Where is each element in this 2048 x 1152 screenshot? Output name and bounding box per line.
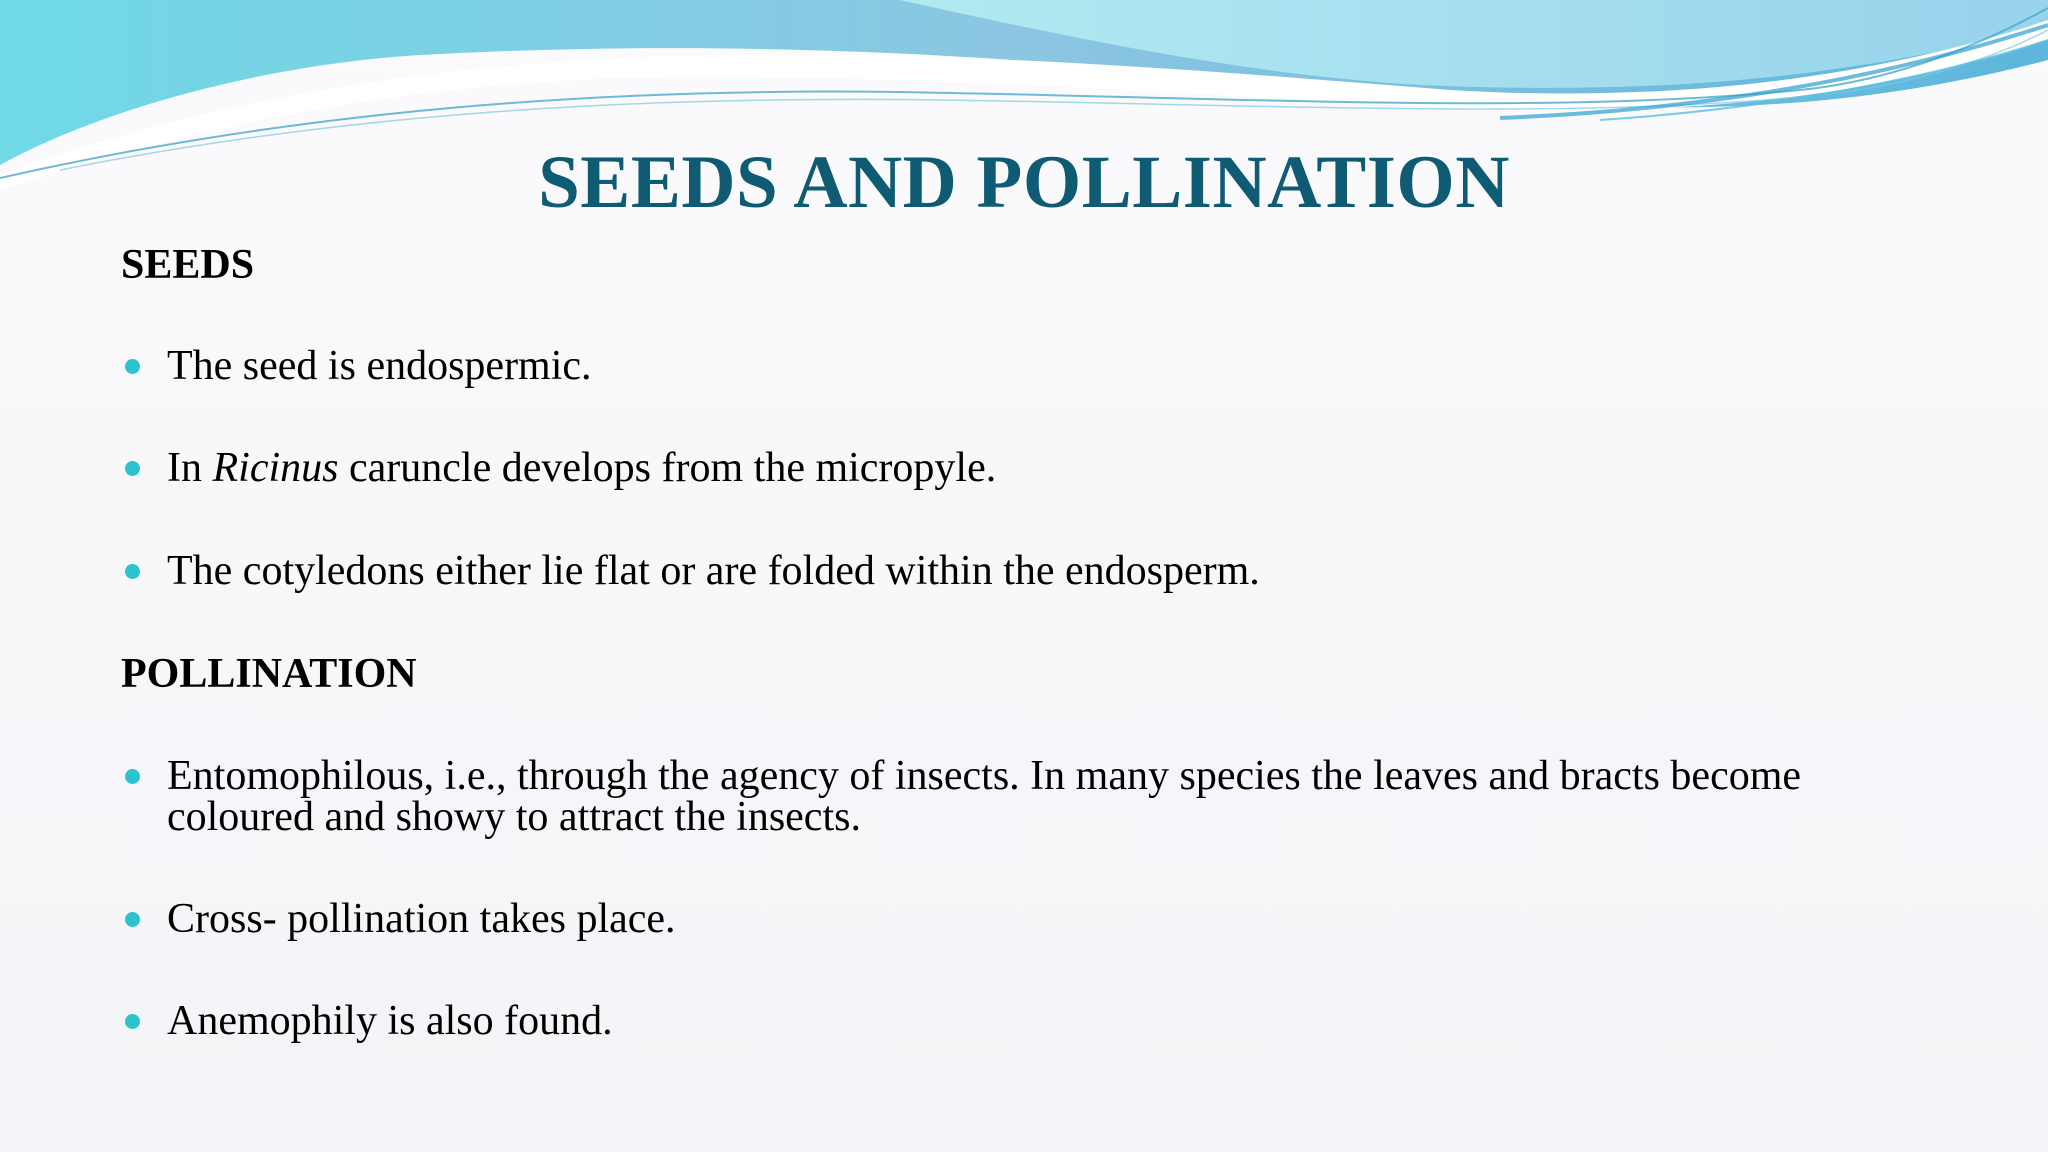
- bullet-icon: [125, 769, 140, 784]
- bullet-text: Cross- pollination takes place.: [167, 896, 676, 942]
- slide-title: SEEDS AND POLLINATION: [538, 141, 1510, 224]
- list-item: [121, 343, 1941, 389]
- bullet-text: The cotyledons either lie flat or are folded within the endosperm.: [167, 548, 1260, 594]
- list-item: [121, 445, 1941, 491]
- bullet-text: Entomophilous, i.e., through the agency of insects. In many species the leaves and bracts become coloured and showy to attract the insects.: [167, 753, 1802, 840]
- section-heading-pollination: POLLINATION: [121, 651, 417, 697]
- list-item: [121, 753, 1881, 840]
- bullet-text: The seed is endospermic.: [167, 343, 592, 389]
- list-item: [121, 548, 1941, 594]
- bullet-icon: [125, 461, 140, 476]
- list-item: [121, 998, 1941, 1044]
- list-item: [121, 896, 1941, 942]
- bullet-icon: [125, 564, 140, 579]
- bullet-icon: [125, 1014, 140, 1029]
- bullet-icon: [125, 359, 140, 374]
- italic-genus: Ricinus: [212, 445, 339, 491]
- bullet-text: Anemophily is also found.: [167, 998, 613, 1044]
- section-heading-seeds: SEEDS: [121, 242, 255, 288]
- bullet-text: In Ricinus caruncle develops from the micropyle.: [167, 445, 997, 491]
- bullet-icon: [125, 912, 140, 927]
